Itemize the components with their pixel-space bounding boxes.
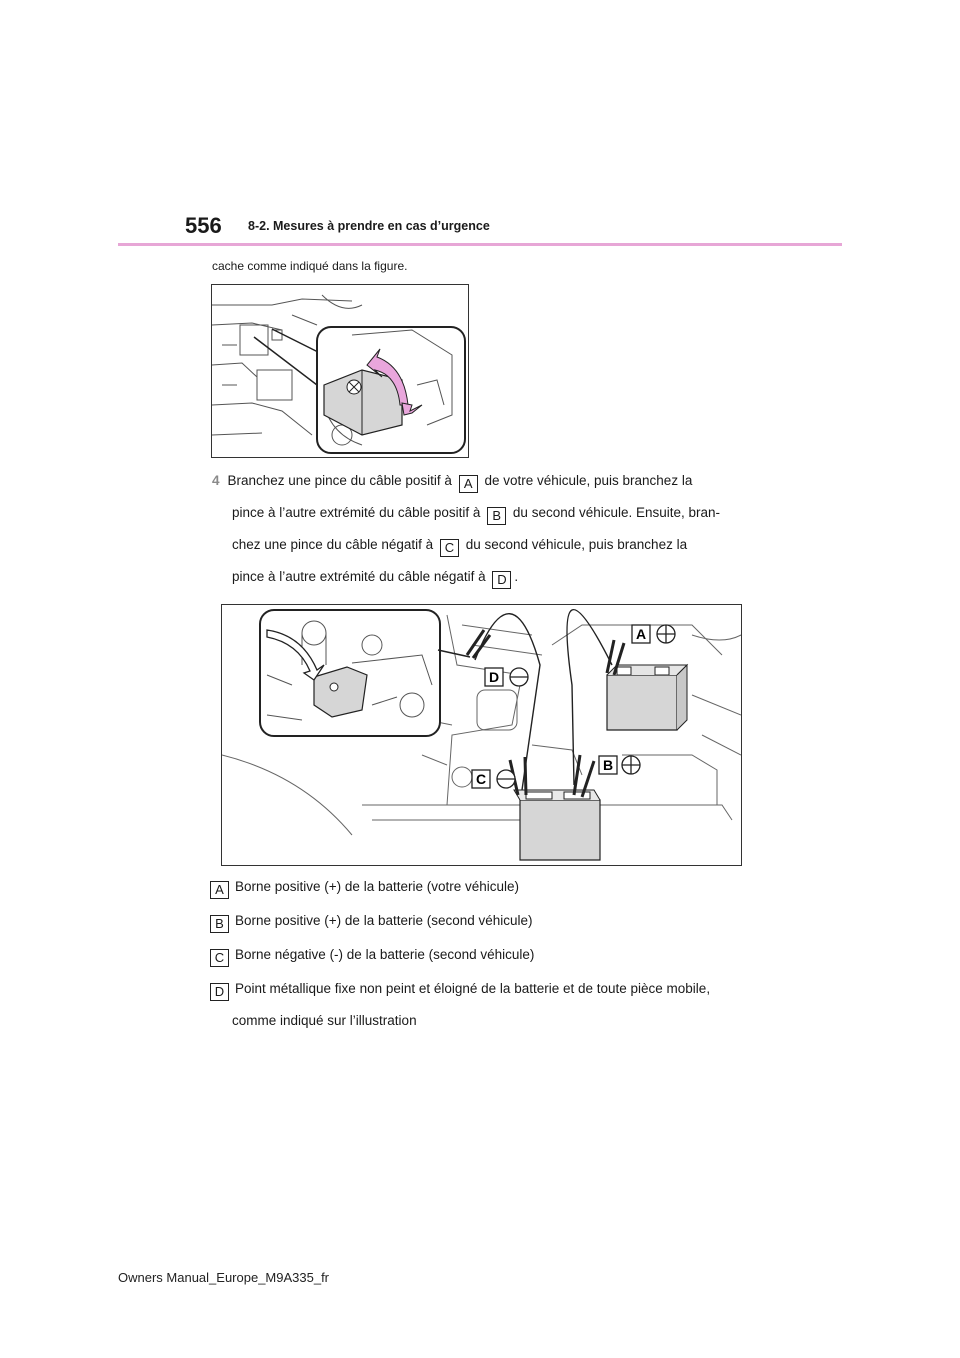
- label-box-c: C: [440, 539, 459, 557]
- legend-box-b: B: [210, 915, 229, 933]
- jumper-cables-illustration: [222, 605, 741, 865]
- terminal-cover-illustration: [212, 285, 468, 457]
- page-number: 556: [185, 213, 222, 238]
- step-text: pince à l’autre extrémité du câble positif à: [232, 505, 481, 520]
- legend-text: Borne négative (-) de la batterie (second véhicule): [235, 947, 535, 962]
- legend-item-b: [210, 913, 533, 933]
- legend-item-a: [210, 879, 519, 899]
- legend-box-a: A: [210, 881, 229, 899]
- label-box-b: B: [487, 507, 506, 525]
- intro-text: cache comme indiqué dans la figure.: [212, 259, 408, 273]
- step-text: Branchez une pince du câble positif à: [227, 473, 452, 488]
- step-text: de votre véhicule, puis branchez la: [484, 473, 693, 488]
- step-4-line-1: [212, 473, 692, 493]
- step-text: chez une pince du câble négatif à: [232, 537, 434, 552]
- figure-label-c: C: [475, 771, 487, 787]
- legend-item-c: [210, 947, 534, 967]
- step-text: pince à l’autre extrémité du câble négatif à: [232, 569, 486, 584]
- step-4-line-4: [232, 569, 518, 589]
- label-box-a: A: [459, 475, 478, 493]
- step-4-line-3: [232, 537, 687, 557]
- legend-text: Borne positive (+) de la batterie (votre véhicule): [235, 879, 520, 894]
- step-text: .: [514, 569, 519, 584]
- figure-label-d: D: [488, 669, 500, 685]
- legend-continuation: comme indiqué sur l’illustration: [232, 1013, 417, 1028]
- figure-label-b: B: [602, 757, 614, 773]
- step-text: du second véhicule. Ensuite, bran-: [512, 505, 721, 520]
- figure-label-a: A: [635, 626, 647, 642]
- label-box-d: D: [492, 571, 511, 589]
- legend-text: Borne positive (+) de la batterie (second véhicule): [235, 913, 533, 928]
- legend-text: Point métallique fixe non peint et éloigné de la batterie et de toute pièce mobile,: [235, 981, 711, 996]
- header-rule: [118, 243, 842, 246]
- step-4-line-2: [232, 505, 720, 525]
- legend-box-d: D: [210, 983, 229, 1001]
- legend-box-c: C: [210, 949, 229, 967]
- figure-terminal-cover: [211, 284, 469, 458]
- figure-jumper-cables: [221, 604, 742, 866]
- legend-item-d: [210, 981, 710, 1001]
- footer-manual-id: Owners Manual_Europe_M9A335_fr: [118, 1270, 330, 1285]
- step-number: 4: [212, 473, 220, 488]
- step-text: du second véhicule, puis branchez la: [465, 537, 688, 552]
- section-title: 8-2. Mesures à prendre en cas d’urgence: [248, 219, 490, 233]
